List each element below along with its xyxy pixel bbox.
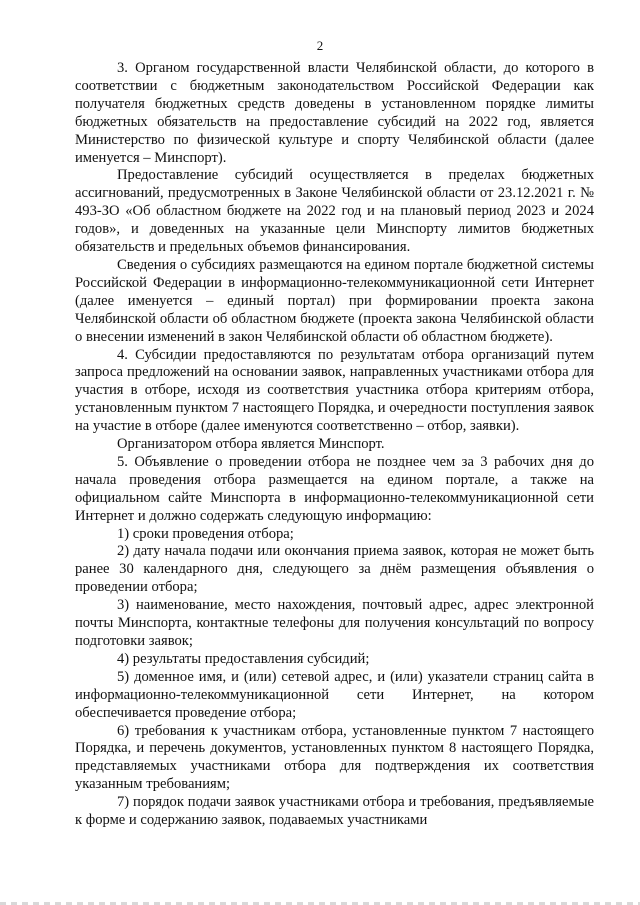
paragraph-4-selection: 4. Субсидии предоставляются по результатам отбора организаций путем запроса предложений на основании заявок, направленных участниками отбора для участия в отборе, исходя из соответствия участника отбора критериям отбора, установленным пунктом 7 настоящего Порядка, и очередности поступления заявок на участие в отборе (далее именуются соответственно – отбор, заявки).	[75, 346, 594, 435]
list-item-7: 7) порядок подачи заявок участниками отбора и требования, предъявляемые к форме и содержанию заявок, подаваемых участниками	[75, 794, 594, 829]
list-item-3: 3) наименование, место нахождения, почтовый адрес, адрес электронной почты Минспорта, контактные телефоны для получения консультаций по вопросу подготовки заявок;	[75, 597, 594, 649]
list-item-4: 4) результаты предоставления субсидий;	[117, 650, 370, 667]
list-item-5: 5) доменное имя, и (или) сетевой адрес, и (или) указатели страниц сайта в информационно-телекоммуникационной сети Интернет, на котором обеспечивается проведение отбора;	[75, 668, 594, 721]
paragraph-5-announcement: 5. Объявление о проведении отбора не позднее чем за 3 рабочих дня до начала проведения отбора размещается на едином портале, а также на официальном сайте Минспорта в информационно-телекоммуникационной сети Интернет и должно содержать следующую информацию:	[75, 453, 594, 524]
list-item-6: 6) требования к участникам отбора, установленные пунктом 7 настоящего Порядка, и перечень документов, установленных пунктом 8 настоящего Порядка, представляемых участниками отбора для подтверждения их соответствия указанным требованиям;	[75, 722, 594, 793]
document-body	[75, 60, 594, 830]
list-item-1: 1) сроки проведения отбора;	[117, 525, 294, 542]
paragraph-budget-allocations: Предоставление субсидий осуществляется в пределах бюджетных ассигнований, предусмотренных в Законе Челябинской области от 23.12.2021 г. № 493-ЗО «Об областном бюджете на 2022 год и на плановый период 2023 и 2024 годов», и доведенных на указанные цели Минспорту лимитов бюджетных обязательств и предельных объемов финансирования.	[75, 167, 594, 256]
list-item-2: 2) дату начала подачи или окончания приема заявок, которая не может быть ранее 30 календарного дня, следующего за днём размещения объявления о проведении отбора;	[75, 543, 594, 596]
page-number: 2	[316, 38, 324, 53]
paragraph-3-ministry: 3. Органом государственной власти Челябинской области, до которого в соответствии с бюджетным законодательством Российской Федерации как получателя бюджетных средств доведены в установленном порядке лимиты бюджетных обязательств на предоставление субсидий на 2022 год, является Министерство по физической культуре и спорту Челябинской области (далее именуется – Минспорт).	[75, 60, 594, 166]
paragraph-organizer: Организатором отбора является Минспорт.	[117, 436, 385, 453]
paragraph-subsidy-info-portal: Сведения о субсидиях размещаются на едином портале бюджетной системы Российской Федерации в информационно-телекоммуникационной сети Интернет (далее именуется – единый портал) при формировании проекта закона Челябинской области об областном бюджете (проекта закона Челябинской области о внесении изменений в закон Челябинской области об областном бюджете).	[75, 256, 594, 345]
